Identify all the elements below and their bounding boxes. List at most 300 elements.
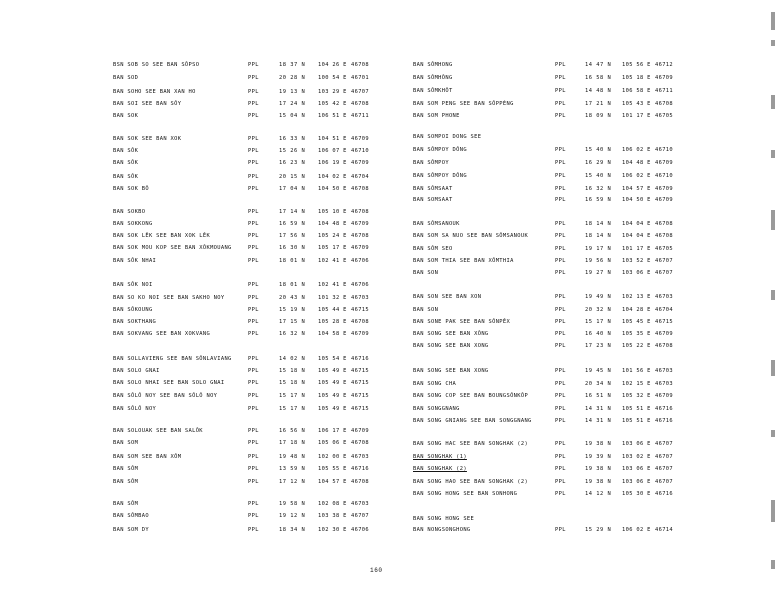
entry-lon: 105 10 E <box>318 209 347 215</box>
entry-code: 46708 <box>351 209 369 215</box>
entry-code: 46711 <box>351 113 369 119</box>
entry-lon: 102 13 E <box>622 294 651 300</box>
entry-code: 46716 <box>351 356 369 362</box>
entry-code: 46708 <box>655 233 673 239</box>
entry-lon: 105 49 E <box>318 406 347 412</box>
entry-lon: 104 04 E <box>622 221 651 227</box>
entry-type: PPL <box>248 295 259 301</box>
entry-code: 46708 <box>351 186 369 192</box>
entry-type: PPL <box>555 221 566 227</box>
entry-type: PPL <box>248 136 259 142</box>
entry-name: BAN SONG GNIANG SEE BAN SONGGNANG <box>413 418 532 424</box>
entry-code: 46705 <box>655 113 673 119</box>
entry-name: BAN SOM THIA SEE BAN XÔMTHIA <box>413 258 514 264</box>
entry-code: 46706 <box>351 282 369 288</box>
entry-lon: 104 48 E <box>318 221 347 227</box>
entry-lon: 104 50 E <box>318 186 347 192</box>
entry-lat: 19 13 N <box>279 89 306 95</box>
entry-lon: 105 32 E <box>622 393 651 399</box>
entry-name: BAN SON <box>413 307 439 313</box>
entry-lon: 102 15 E <box>622 381 651 387</box>
entry-code: 46703 <box>351 501 369 507</box>
entry-name: BAN SONG HONG SEE <box>413 516 475 522</box>
entry-type: PPL <box>555 466 566 472</box>
entry-lat: 18 14 N <box>585 221 612 227</box>
entry-lon: 103 06 E <box>622 479 651 485</box>
entry-code: 46701 <box>351 75 369 81</box>
entry-type: PPL <box>248 113 259 119</box>
entry-lat: 14 12 N <box>585 491 612 497</box>
entry-code: 46707 <box>655 441 673 447</box>
entry-code: 46708 <box>351 233 369 239</box>
entry-code: 46709 <box>655 160 673 166</box>
entry-code: 46705 <box>655 246 673 252</box>
entry-lon: 106 51 E <box>318 113 347 119</box>
entry-name: BAN SOM PHONE <box>413 113 460 119</box>
entry-name: BAN SOLO GNAI <box>113 368 160 374</box>
entry-lat: 16 40 N <box>585 331 612 337</box>
entry-code: 46709 <box>655 197 673 203</box>
entry-lat: 20 43 N <box>279 295 306 301</box>
entry-code: 46707 <box>655 454 673 460</box>
entry-lat: 17 15 N <box>279 319 306 325</box>
entry-code: 46715 <box>351 368 369 374</box>
entry-type: PPL <box>248 466 259 472</box>
entry-type: PPL <box>555 527 566 533</box>
entry-lat: 17 24 N <box>279 101 306 107</box>
entry-name: BAN SÔMSAAT <box>413 186 453 192</box>
entry-name: BAN SONG SEE BAN XONG <box>413 368 489 374</box>
entry-lon: 104 58 E <box>318 331 347 337</box>
entry-name: BAN SÔK NOI <box>113 282 153 288</box>
entry-name: BAN NONGSONGHONG <box>413 527 471 533</box>
entry-lat: 19 27 N <box>585 270 612 276</box>
entry-type: PPL <box>248 501 259 507</box>
entry-lat: 15 17 N <box>585 319 612 325</box>
entry-code: 46708 <box>351 101 369 107</box>
entry-lon: 101 32 E <box>318 295 347 301</box>
entry-lat: 15 29 N <box>585 527 612 533</box>
entry-code: 46703 <box>351 295 369 301</box>
entry-lon: 100 54 E <box>318 75 347 81</box>
entry-lon: 101 17 E <box>622 113 651 119</box>
entry-lat: 17 23 N <box>585 343 612 349</box>
entry-name: BAN SOKTHANG <box>113 319 157 325</box>
entry-type: PPL <box>555 331 566 337</box>
entry-lon: 103 52 E <box>622 258 651 264</box>
entry-lat: 16 32 N <box>279 331 306 337</box>
entry-type: PPL <box>555 393 566 399</box>
entry-code: 46715 <box>351 380 369 386</box>
entry-type: PPL <box>555 381 566 387</box>
entry-type: PPL <box>555 233 566 239</box>
entry-type: PPL <box>248 513 259 519</box>
entry-lon: 101 17 E <box>622 246 651 252</box>
entry-lon: 106 58 E <box>622 88 651 94</box>
entry-type: PPL <box>555 491 566 497</box>
entry-type: PPL <box>248 307 259 313</box>
entry-lon: 106 02 E <box>622 147 651 153</box>
entry-lon: 105 17 E <box>318 245 347 251</box>
entry-code: 46710 <box>351 148 369 154</box>
entry-lat: 19 58 N <box>279 501 306 507</box>
entry-type: PPL <box>248 101 259 107</box>
entry-name: BAN SÔMPOY DÔNG <box>413 173 467 179</box>
entry-type: PPL <box>248 282 259 288</box>
entry-code: 46709 <box>351 136 369 142</box>
entry-type: PPL <box>555 147 566 153</box>
entry-code: 46710 <box>655 147 673 153</box>
entry-code: 46706 <box>351 258 369 264</box>
entry-code: 46707 <box>655 479 673 485</box>
entry-name: BAN SOK <box>113 113 139 119</box>
entry-name: BAN SÔK <box>113 174 139 180</box>
entry-lon: 105 49 E <box>318 393 347 399</box>
entry-lat: 17 18 N <box>279 440 306 446</box>
entry-lat: 17 12 N <box>279 479 306 485</box>
entry-name: BAN SOM SA NUO SEE BAN SÔMSANOUK <box>413 233 529 239</box>
entry-type: PPL <box>248 393 259 399</box>
entry-lat: 16 51 N <box>585 393 612 399</box>
entry-type: PPL <box>248 479 259 485</box>
entry-type: PPL <box>248 160 259 166</box>
entry-type: PPL <box>248 209 259 215</box>
entry-type: PPL <box>248 258 259 264</box>
entry-name: BAN SOM <box>113 440 139 446</box>
entry-code: 46715 <box>351 393 369 399</box>
entry-name: BAN SONG HAO SEE BAN SONGHAK (2) <box>413 479 529 485</box>
entry-name: BAN SON <box>413 270 439 276</box>
entry-name: BAN SONGGNANG <box>413 406 460 412</box>
entry-name: BAN SÔMPOY <box>413 160 449 166</box>
entry-name: BAN SÔMHÔNG <box>413 75 453 81</box>
entry-type: PPL <box>555 270 566 276</box>
entry-lat: 19 39 N <box>585 454 612 460</box>
entry-name: BAN SÔM <box>113 501 139 507</box>
entry-name: BAN SONG HONG SEE BAN SONHONG <box>413 491 518 497</box>
entry-lon: 104 28 E <box>622 307 651 313</box>
entry-lon: 105 44 E <box>318 307 347 313</box>
entry-lat: 16 33 N <box>279 136 306 142</box>
entry-lon: 105 22 E <box>622 343 651 349</box>
entry-lat: 16 56 N <box>279 428 306 434</box>
entry-type: PPL <box>248 148 259 154</box>
entry-code: 46709 <box>655 331 673 337</box>
entry-lat: 20 32 N <box>585 307 612 313</box>
entry-name: BAN SO KO NOI SEE BAN SAKHO NOY <box>113 295 225 301</box>
entry-lat: 16 59 N <box>279 221 306 227</box>
entry-lat: 18 34 N <box>279 527 306 533</box>
entry-type: PPL <box>555 62 566 68</box>
entry-code: 46707 <box>655 258 673 264</box>
entry-name: BAN SÔMBAO <box>113 513 149 519</box>
entry-type: PPL <box>248 62 259 68</box>
entry-name: BAN SOK BÔ <box>113 186 149 192</box>
entry-lon: 106 02 E <box>622 173 651 179</box>
entry-lon: 104 02 E <box>318 174 347 180</box>
entry-code: 46709 <box>351 245 369 251</box>
entry-code: 46716 <box>655 406 673 412</box>
entry-name: BAN SOLO NHAI SEE BAN SOLO GNAI <box>113 380 225 386</box>
entry-lon: 106 02 E <box>622 527 651 533</box>
entry-lon: 105 06 E <box>318 440 347 446</box>
entry-lat: 20 28 N <box>279 75 306 81</box>
entry-name: BAN SÔLÔ NOY SEE BAN SÔLÔ NOY <box>113 393 218 399</box>
entry-lat: 16 29 N <box>585 160 612 166</box>
entry-name: BAN SÔK <box>113 160 139 166</box>
entry-lon: 103 06 E <box>622 441 651 447</box>
entry-lon: 105 35 E <box>622 331 651 337</box>
entry-name: BAN SÔK <box>113 148 139 154</box>
entry-code: 46708 <box>655 343 673 349</box>
entry-name: BAN SOM DY <box>113 527 149 533</box>
entry-type: PPL <box>248 428 259 434</box>
entry-lon: 105 49 E <box>318 380 347 386</box>
entry-type: PPL <box>248 319 259 325</box>
entry-lon: 106 17 E <box>318 428 347 434</box>
entry-type: PPL <box>248 233 259 239</box>
entry-type: PPL <box>248 527 259 533</box>
entry-code: 46709 <box>351 221 369 227</box>
entry-lon: 105 28 E <box>318 319 347 325</box>
entry-lat: 19 12 N <box>279 513 306 519</box>
entry-name: BAN SONG CHA <box>413 381 457 387</box>
entry-code: 46709 <box>655 75 673 81</box>
entry-lat: 16 30 N <box>279 245 306 251</box>
entry-type: PPL <box>555 173 566 179</box>
entry-lat: 14 02 N <box>279 356 306 362</box>
entry-lat: 19 45 N <box>585 368 612 374</box>
entry-code: 46708 <box>351 440 369 446</box>
entry-lat: 15 40 N <box>585 173 612 179</box>
entry-lon: 101 56 E <box>622 368 651 374</box>
entry-lat: 16 59 N <box>585 197 612 203</box>
entry-name: BAN SOMSAAT <box>413 197 453 203</box>
entry-code: 46703 <box>351 454 369 460</box>
entry-name: BAN SON SEE BAN XON <box>413 294 482 300</box>
entry-name: BAN SÔK NHAI <box>113 258 157 264</box>
entry-type: PPL <box>248 454 259 460</box>
entry-type: PPL <box>248 221 259 227</box>
entry-code: 46715 <box>655 319 673 325</box>
entry-lat: 16 32 N <box>585 186 612 192</box>
entry-name: BAN SONG HAC SEE BAN SONGHAK (2) <box>413 441 529 447</box>
entry-code: 46715 <box>351 307 369 313</box>
entry-lat: 15 40 N <box>585 147 612 153</box>
entry-name: BAN SOHO SEE BAN XAN HO <box>113 89 196 95</box>
entry-lat: 19 38 N <box>585 441 612 447</box>
entry-name: BAN SOMPOI DONG SEE <box>413 134 482 140</box>
entry-type: PPL <box>555 294 566 300</box>
entry-name: BAN SOK LÊK SEE BAN XOK LÊK <box>113 233 211 239</box>
entry-type: PPL <box>248 440 259 446</box>
entry-lat: 14 48 N <box>585 88 612 94</box>
entry-code: 46706 <box>351 527 369 533</box>
entry-lon: 104 04 E <box>622 233 651 239</box>
entry-code: 46707 <box>351 89 369 95</box>
entry-name: BAN SONG SEE BAN XÔNG <box>413 331 489 337</box>
scan-edge-noise <box>768 0 776 600</box>
entry-name: BAN SÔKOUNG <box>113 307 153 313</box>
entry-lon: 104 50 E <box>622 197 651 203</box>
entry-lat: 16 58 N <box>585 75 612 81</box>
entry-lon: 105 51 E <box>622 418 651 424</box>
entry-lon: 102 00 E <box>318 454 347 460</box>
entry-type: PPL <box>555 368 566 374</box>
entry-lon: 106 19 E <box>318 160 347 166</box>
entry-type: PPL <box>248 406 259 412</box>
entry-name: BAN SONGHAK (2) <box>413 466 467 472</box>
entry-code: 46714 <box>655 527 673 533</box>
entry-lon: 102 08 E <box>318 501 347 507</box>
entry-lat: 15 18 N <box>279 380 306 386</box>
entry-type: PPL <box>248 356 259 362</box>
entry-name: BAN SOK SEE BAN XOK <box>113 136 182 142</box>
entry-type: PPL <box>555 186 566 192</box>
entry-lon: 104 51 E <box>318 136 347 142</box>
entry-name: BAN SOK MOU KOP SEE BAN XÔKMOUANG <box>113 245 232 251</box>
entry-name: BAN SOM PENG SEE BAN SÔPPÉNG <box>413 101 514 107</box>
entry-code: 46703 <box>655 381 673 387</box>
entry-lon: 103 06 E <box>622 466 651 472</box>
entry-name: BAN SÔMSANOUK <box>413 221 460 227</box>
entry-lon: 106 07 E <box>318 148 347 154</box>
entry-code: 46708 <box>351 319 369 325</box>
entry-lat: 13 59 N <box>279 466 306 472</box>
entry-lon: 105 54 E <box>318 356 347 362</box>
entry-type: PPL <box>555 479 566 485</box>
entry-lat: 20 15 N <box>279 174 306 180</box>
entry-lat: 15 04 N <box>279 113 306 119</box>
entry-code: 46708 <box>351 479 369 485</box>
entry-code: 46716 <box>655 491 673 497</box>
entry-lat: 19 56 N <box>585 258 612 264</box>
entry-type: PPL <box>555 113 566 119</box>
entry-type: PPL <box>555 406 566 412</box>
entry-name: BAN SOKBO <box>113 209 146 215</box>
entry-type: PPL <box>248 89 259 95</box>
entry-lat: 17 56 N <box>279 233 306 239</box>
entry-type: PPL <box>555 246 566 252</box>
entry-lon: 105 42 E <box>318 101 347 107</box>
entry-code: 46710 <box>655 173 673 179</box>
entry-lat: 19 38 N <box>585 466 612 472</box>
entry-type: PPL <box>248 174 259 180</box>
entry-code: 46715 <box>351 406 369 412</box>
entry-name: BAN SONGHAK (1) <box>413 454 467 460</box>
entry-lon: 105 56 E <box>622 62 651 68</box>
entry-lon: 105 45 E <box>622 319 651 325</box>
entry-type: PPL <box>555 101 566 107</box>
entry-lon: 103 06 E <box>622 270 651 276</box>
entry-type: PPL <box>555 319 566 325</box>
entry-lon: 104 26 E <box>318 62 347 68</box>
entry-lon: 102 41 E <box>318 282 347 288</box>
entry-lat: 17 14 N <box>279 209 306 215</box>
entry-lon: 104 48 E <box>622 160 651 166</box>
entry-code: 46709 <box>655 186 673 192</box>
entry-lat: 18 37 N <box>279 62 306 68</box>
entry-lat: 16 23 N <box>279 160 306 166</box>
entry-lat: 14 31 N <box>585 418 612 424</box>
entry-type: PPL <box>555 307 566 313</box>
entry-name: BAN SOKVANG SEE BAN XOKVANG <box>113 331 211 337</box>
entry-code: 46709 <box>655 393 673 399</box>
page-number: 160 <box>370 567 383 574</box>
entry-code: 46709 <box>351 331 369 337</box>
entry-lat: 20 34 N <box>585 381 612 387</box>
entry-lon: 105 55 E <box>318 466 347 472</box>
entry-code: 46709 <box>351 428 369 434</box>
entry-lon: 105 24 E <box>318 233 347 239</box>
entry-name: BAN SOLOUAK SEE BAN SALÔK <box>113 428 203 434</box>
entry-type: PPL <box>248 331 259 337</box>
entry-type: PPL <box>555 258 566 264</box>
entry-lat: 15 18 N <box>279 368 306 374</box>
entry-lat: 18 01 N <box>279 282 306 288</box>
entry-name: BAN SOLLAVIENG SEE BAN SÔNLAVIANG <box>113 356 232 362</box>
entry-lat: 14 31 N <box>585 406 612 412</box>
entry-lon: 103 38 E <box>318 513 347 519</box>
entry-lon: 105 30 E <box>622 491 651 497</box>
entry-lon: 105 51 E <box>622 406 651 412</box>
entry-code: 46707 <box>351 513 369 519</box>
entry-lat: 15 26 N <box>279 148 306 154</box>
entry-code: 46708 <box>655 221 673 227</box>
entry-code: 46708 <box>655 101 673 107</box>
entry-name: BAN SÔMHONG <box>413 62 453 68</box>
entry-lat: 17 21 N <box>585 101 612 107</box>
entry-lat: 14 47 N <box>585 62 612 68</box>
entry-type: PPL <box>555 197 566 203</box>
entry-code: 46716 <box>351 466 369 472</box>
entry-name: BAN SONG SEE BAN XONG <box>413 343 489 349</box>
entry-lon: 103 29 E <box>318 89 347 95</box>
entry-code: 46704 <box>351 174 369 180</box>
entry-name: BAN SOM SEE BAN XÔM <box>113 454 182 460</box>
entry-code: 46703 <box>655 294 673 300</box>
entry-name: BSN SOB SO SEE BAN SÔPSO <box>113 62 200 68</box>
entry-name: BAN SONG COP SEE BAN BOUNGSÔNKÔP <box>413 393 529 399</box>
entry-code: 46707 <box>655 270 673 276</box>
entry-name: BAN SÔLÔ NOY <box>113 406 157 412</box>
entry-code: 46716 <box>655 418 673 424</box>
entry-lon: 103 02 E <box>622 454 651 460</box>
entry-lat: 19 17 N <box>585 246 612 252</box>
entry-lon: 102 41 E <box>318 258 347 264</box>
entry-lat: 15 19 N <box>279 307 306 313</box>
entry-type: PPL <box>248 380 259 386</box>
entry-lat: 18 14 N <box>585 233 612 239</box>
entry-code: 46711 <box>655 88 673 94</box>
entry-code: 46704 <box>655 307 673 313</box>
entry-name: BAN SÔM SEO <box>413 246 453 252</box>
entry-name: BAN SÔMKHÔT <box>413 88 453 94</box>
entry-lat: 19 48 N <box>279 454 306 460</box>
entry-name: BAN SÔMPOY DÔNG <box>413 147 467 153</box>
entry-lon: 105 43 E <box>622 101 651 107</box>
entry-code: 46709 <box>351 160 369 166</box>
entry-type: PPL <box>555 88 566 94</box>
entry-name: BAN SONE PAK SEE BAN SÔNPÊX <box>413 319 511 325</box>
entry-lat: 19 38 N <box>585 479 612 485</box>
entry-lat: 15 17 N <box>279 406 306 412</box>
entry-type: PPL <box>248 245 259 251</box>
entry-type: PPL <box>248 75 259 81</box>
entry-lat: 17 04 N <box>279 186 306 192</box>
entry-type: PPL <box>555 160 566 166</box>
entry-lat: 18 01 N <box>279 258 306 264</box>
